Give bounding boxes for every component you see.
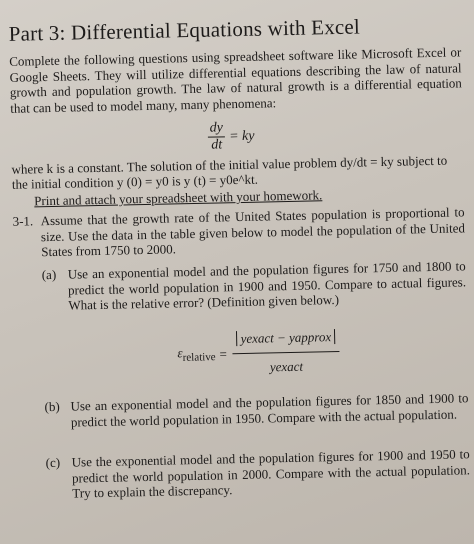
page-title: Part 3: Differential Equations with Excel (8, 14, 361, 46)
derivative-fraction (208, 121, 226, 152)
fraction-numerator (232, 329, 339, 354)
part-c (46, 446, 471, 501)
problem-text: Assume that the growth rate of the United States population is proportional to size. Use the data in the table given below to model the population of the United States from 1750 to 2000. (40, 204, 466, 260)
equation-denominator: dt (211, 137, 223, 153)
fraction-denominator: yexact (269, 358, 304, 375)
part-b (44, 390, 469, 430)
print-instruction: Print and attach your spreadsheet with your homework. (34, 187, 323, 209)
relative-error-symbol: $\varepsilon_{relative}$ (177, 345, 216, 365)
equation-rhs: = ky (228, 128, 255, 144)
part-text: Use the exponential model and the population figures for 1900 and 1950 to predict the world population in 2000. Compare with the actual population. Try to explain the discrepancy. (71, 446, 471, 501)
part-label: (c) (45, 454, 61, 471)
part-text: Use an exponential model and the population figures for 1750 and 1800 to predict the world population in 1900 and 1950. Compare to actual figures. What is the relative error? (Definition given below.) (67, 258, 467, 313)
equation-numerator: dy (208, 121, 226, 137)
part-a (42, 258, 467, 313)
part-label: (a) (41, 266, 57, 283)
intro-paragraph: Complete the following questions using spreadsheet software like Microsoft Excel or Google Sheets. They will utilize differential equations describing the law of natural growth and population growth. The law of natural growth is a differential equation that can be used to model many, many phenomena: (9, 44, 462, 116)
abs-value: yexact − yapprox (236, 329, 335, 346)
part-label: (b) (44, 398, 60, 415)
differential-equation (208, 121, 255, 153)
problem-number: 3-1. (12, 213, 34, 229)
equals-sign: = (219, 345, 228, 361)
part-text: Use an exponential model and the population figures for 1850 and 1900 to predict the world population in 1950. Compare with the actual population. (70, 390, 469, 430)
problem-3-1 (12, 204, 465, 260)
solution-paragraph: where k is a constant. The solution of the initial value problem dy/dt = ky subject to the initial condition y (0) = y0 is y (t) = y0e^kt. (11, 152, 448, 192)
relative-error-formula (177, 329, 340, 377)
relative-error-fraction (232, 329, 340, 376)
